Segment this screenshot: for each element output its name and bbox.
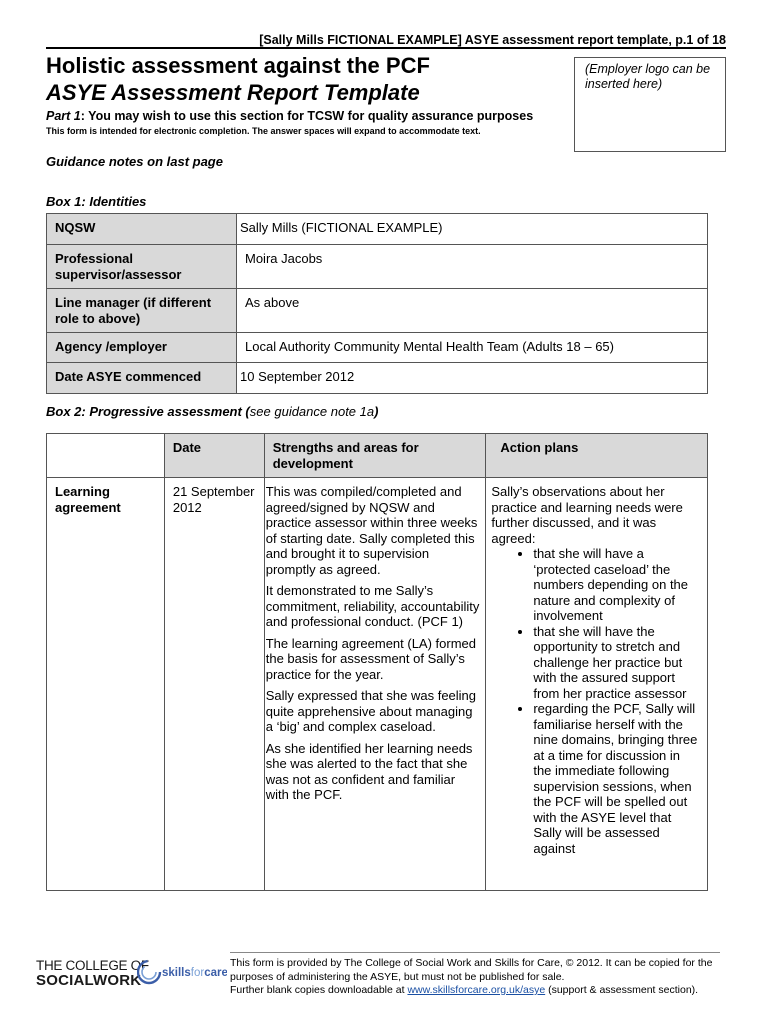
guidance-notes-label: Guidance notes on last page (46, 154, 223, 169)
learning-agreement-strengths[interactable] (264, 478, 486, 891)
nqsw-label: NQSW (47, 214, 237, 245)
footer-copyright: This form is provided by The College of Social Work and Skills for Care, © 2012. It can be copied for the purposes of administering the ASYE, but must not be published for sale. (230, 957, 713, 983)
part1-label: Part 1 (46, 109, 81, 123)
supervisor-label: Professional supervisor/assessor (47, 245, 237, 289)
header-blank-cell (47, 434, 165, 478)
progressive-assessment-table (46, 433, 708, 891)
learning-agreement-date[interactable]: 21 September 2012 (164, 478, 264, 891)
footer-download-line (230, 984, 720, 998)
strengths-paragraph: This was compiled/completed and agreed/signed by NQSW and practice assessor within three weeks of starting date. Sally completed this and brought it to supervision promptly as agreed. (265, 484, 478, 577)
page-subtitle: ASYE Assessment Report Template (46, 80, 420, 105)
identities-table (46, 213, 708, 394)
table-row (47, 245, 708, 289)
learning-agreement-label: Learning agreement (47, 478, 165, 891)
actions-column-header: Action plans (486, 434, 708, 478)
sfc-care: care (204, 967, 227, 979)
date-commenced-value[interactable]: 10 September 2012 (237, 363, 708, 394)
table-row (47, 214, 708, 245)
footer-download-pre: Further blank copies downloadable at (230, 984, 408, 996)
sfc-skills: skills (162, 967, 191, 979)
table-row (47, 289, 708, 333)
list-item: • regarding the PCF, Sally will familiarise herself with the nine domains, bringing three at a time for discussion in the immediate following supervision sessions, when the PCF will be spelled out with the ASYE level that Sally will be assessed against (533, 701, 701, 856)
box2-guidance-note: see guidance note 1a (249, 404, 375, 419)
line-manager-value[interactable]: As above (237, 289, 708, 333)
college-of-social-work-logo (36, 958, 149, 988)
svg-text:skillsforcare (162, 967, 227, 979)
strengths-paragraph: The learning agreement (LA) formed the basis for assessment of Sally’s practice for the year. (265, 635, 477, 682)
sfc-for: for (190, 967, 205, 979)
line-manager-label: Line manager (if different role to above) (47, 289, 237, 333)
table-row (47, 333, 708, 363)
date-column-header: Date (164, 434, 264, 478)
strengths-paragraph: It demonstrated to me Sally’s commitment, reliability, accountability and professional conduct. (PCF 1) (265, 583, 480, 629)
header-rule (46, 47, 726, 49)
box1-label: Box 1: Identities (46, 194, 147, 209)
box2-label-text: Box 2: Progressive assessment ( (46, 404, 250, 419)
part1-text: : You may wish to use this section for TCSW for quality assurance purposes (80, 109, 534, 123)
cosw-logo-line1: THE COLLEGE OF (36, 958, 149, 973)
strengths-column-header: Strengths and areas for development (264, 434, 486, 478)
cosw-logo-line2: SOCIALWORK (36, 972, 142, 989)
agency-label: Agency /employer (47, 333, 237, 363)
running-head: [Sally Mills FICTIONAL EXAMPLE] ASYE assessment report template, p.1 of 18 (259, 33, 726, 47)
date-commenced-label: Date ASYE commenced (47, 363, 237, 394)
skillsforcare-link[interactable]: www.skillsforcare.org.uk/asye (407, 984, 546, 996)
agency-value[interactable]: Local Authority Community Mental Health Team (Adults 18 – 65) (237, 333, 708, 363)
strengths-paragraph: As she identified her learning needs she was alerted to the fact that she was not as confident and familiar with the PCF. (265, 740, 473, 802)
learning-agreement-actions[interactable] (486, 478, 708, 891)
footer-download-post: (support & assessment section). (545, 984, 699, 996)
actions-list (491, 546, 701, 856)
nqsw-value[interactable]: Sally Mills (FICTIONAL EXAMPLE) (237, 214, 708, 245)
footer-rule (230, 952, 720, 953)
table-row (47, 478, 708, 891)
actions-intro: Sally’s observations about her practice and learning needs were further discussed, and it was agreed: (491, 484, 683, 546)
skills-for-care-logo (137, 952, 227, 992)
box2-label-end: ) (374, 404, 379, 419)
part1-note (46, 109, 533, 123)
list-item: • that she will have the opportunity to stretch and challenge her practice but with the assured support from her practice assessor (533, 624, 701, 702)
box2-label (46, 404, 378, 419)
table-header-row (47, 434, 708, 478)
form-note: This form is intended for electronic completion. The answer spaces will expand to accommodate text. (46, 126, 481, 136)
employer-logo-placeholder: (Employer logo can be inserted here) (574, 57, 726, 152)
footer-text (230, 957, 720, 998)
page-title: Holistic assessment against the PCF (46, 53, 430, 78)
table-row (47, 363, 708, 394)
list-item: • that she will have a ‘protected caseload’ the numbers depending on the nature and complexity of involvement (533, 546, 701, 624)
skills-for-care-swirl-icon (137, 952, 227, 992)
strengths-paragraph: Sally expressed that she was feeling quite apprehensive about managing a ‘big’ and complex caseload. (265, 688, 477, 734)
supervisor-value[interactable]: Moira Jacobs (237, 245, 708, 289)
